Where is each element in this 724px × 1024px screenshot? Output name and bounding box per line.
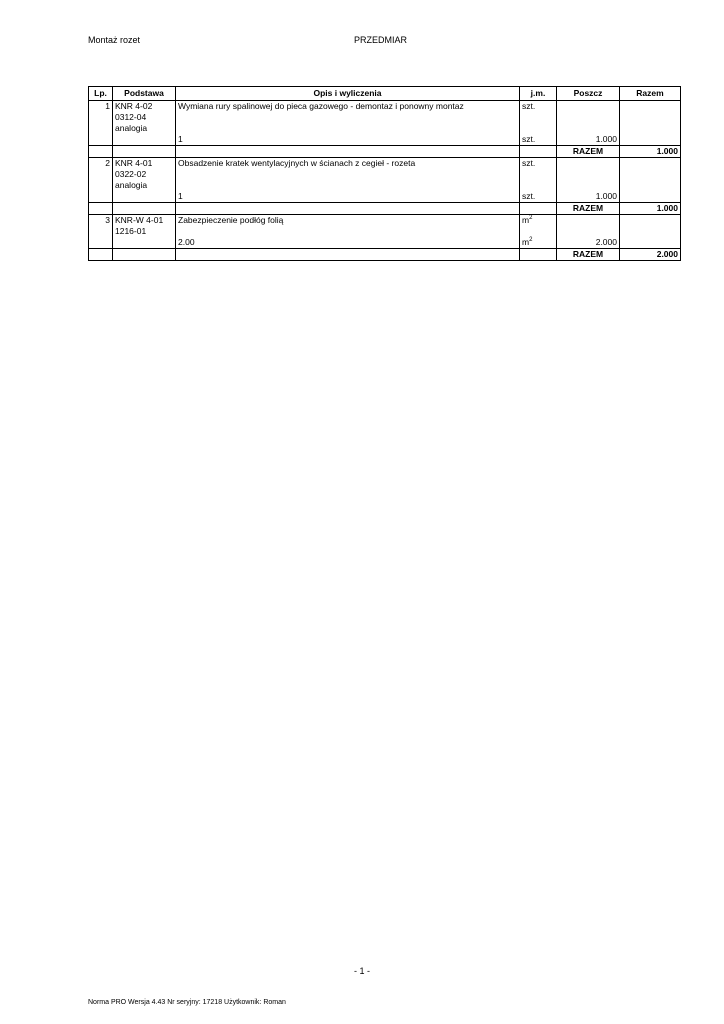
column-header-lp: Lp. xyxy=(89,87,113,101)
poszcz-value: 2.000 xyxy=(595,237,617,247)
razem-label: RAZEM xyxy=(557,146,620,158)
calc-text: 1 xyxy=(178,134,183,144)
row-jm xyxy=(520,101,557,146)
opis-text: Zabezpieczenie podłóg folią xyxy=(178,215,284,225)
column-header-jm: j.m. xyxy=(520,87,557,101)
table-sum-row xyxy=(89,249,681,261)
podstawa-line: 1216-01 xyxy=(115,226,147,236)
calc-jm-unit: m xyxy=(522,237,530,247)
row-opis xyxy=(176,101,520,146)
column-header-poszcz: Poszcz xyxy=(557,87,620,101)
calc-jm-exponent: 2 xyxy=(529,237,533,244)
jm-text: szt. xyxy=(522,158,536,168)
row-lp: 3 xyxy=(89,215,113,249)
software-footer-note: Norma PRO Wersja 4.43 Nr seryjny: 17218 Użytkownik: Roman xyxy=(88,999,286,1006)
razem-label: RAZEM xyxy=(557,249,620,261)
opis-text: Wymiana rury spalinowej do pieca gazowego - demontaz i ponowny montaz xyxy=(178,101,464,111)
table-header-row xyxy=(89,87,681,101)
calc-text: 2.00 xyxy=(178,237,195,247)
row-poszcz xyxy=(557,158,620,203)
table-row xyxy=(89,101,681,146)
podstawa-line: KNR 4-02 xyxy=(115,101,153,111)
row-jm xyxy=(520,158,557,203)
podstawa-line: 0312-04 xyxy=(115,112,147,122)
razem-value: 1.000 xyxy=(620,146,681,158)
table-sum-row xyxy=(89,146,681,158)
row-poszcz xyxy=(557,215,620,249)
podstawa-line: analogia xyxy=(115,123,148,133)
row-razem xyxy=(620,101,681,146)
row-razem xyxy=(620,215,681,249)
document-header-left: Montaż rozet xyxy=(88,35,141,45)
row-poszcz xyxy=(557,101,620,146)
row-opis xyxy=(176,158,520,203)
podstawa-line: KNR-W 4-01 xyxy=(115,215,164,225)
razem-value: 2.000 xyxy=(620,249,681,261)
row-podstawa xyxy=(113,101,176,146)
jm-exponent: 2 xyxy=(529,215,533,222)
table-row xyxy=(89,158,681,203)
jm-unit: m xyxy=(522,215,530,225)
row-lp: 2 xyxy=(89,158,113,203)
row-razem xyxy=(620,158,681,203)
poszcz-value: 1.000 xyxy=(595,191,617,201)
table-sum-row xyxy=(89,203,681,215)
razem-value: 1.000 xyxy=(620,203,681,215)
table-row xyxy=(89,215,681,249)
podstawa-line: analogia xyxy=(115,180,148,190)
row-jm xyxy=(520,215,557,249)
document-title: PRZEDMIAR xyxy=(354,35,408,45)
przedmiar-table xyxy=(88,86,681,261)
row-opis xyxy=(176,215,520,249)
row-podstawa xyxy=(113,215,176,249)
column-header-opis: Opis i wyliczenia xyxy=(176,87,520,101)
calc-jm-text: szt. xyxy=(522,134,536,144)
podstawa-line: 0322-02 xyxy=(115,169,147,179)
podstawa-line: KNR 4-01 xyxy=(115,158,153,168)
calc-jm-text: szt. xyxy=(522,191,536,201)
row-podstawa xyxy=(113,158,176,203)
poszcz-value: 1.000 xyxy=(595,134,617,144)
calc-text: 1 xyxy=(178,191,183,201)
column-header-razem: Razem xyxy=(620,87,681,101)
row-lp: 1 xyxy=(89,101,113,146)
column-header-podstawa: Podstawa xyxy=(113,87,176,101)
opis-text: Obsadzenie kratek wentylacyjnych w ścianach z cegieł - rozeta xyxy=(178,158,416,168)
jm-text xyxy=(522,215,554,226)
calc-jm-text xyxy=(522,237,554,248)
razem-label: RAZEM xyxy=(557,203,620,215)
jm-text: szt. xyxy=(522,101,536,111)
page-number: - 1 - xyxy=(354,966,371,976)
